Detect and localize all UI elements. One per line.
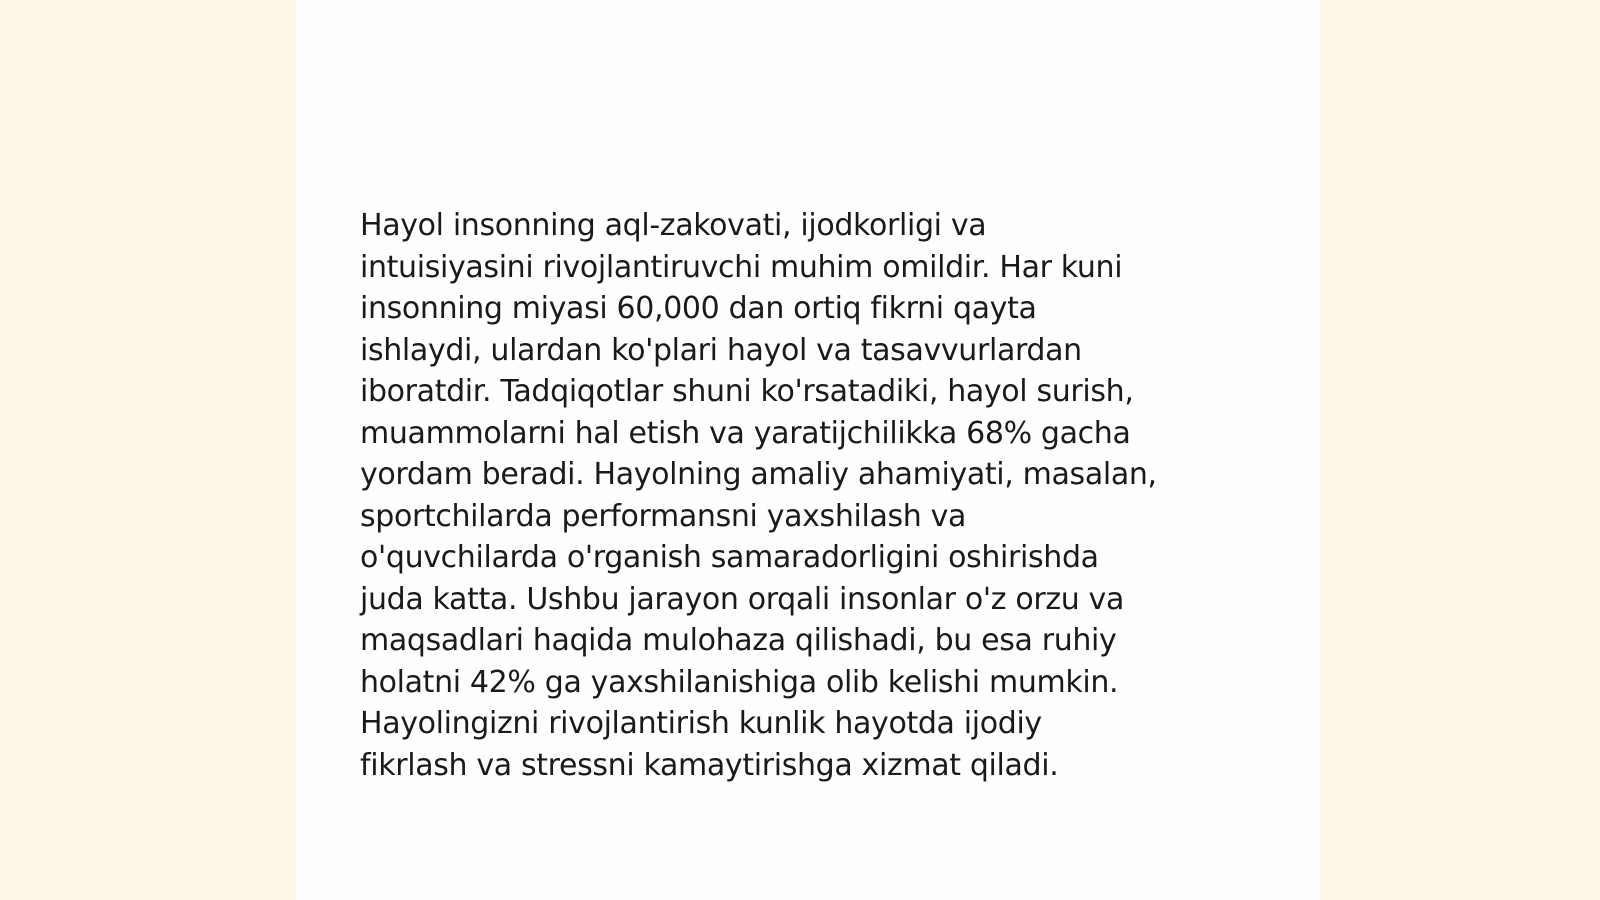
paragraph-line: ishlaydi, ulardan ko'plari hayol va tasavvurlardan — [360, 332, 1082, 368]
paragraph-line: maqsadlari haqida mulohaza qilishadi, bu esa ruhiy — [360, 623, 1117, 658]
paragraph-line: sportchilarda performansni yaxshilash va — [360, 498, 967, 534]
paragraph-line: juda katta. Ushbu jarayon orqali insonlar o'z orzu va — [360, 581, 1124, 617]
document-page — [296, 0, 1320, 900]
paragraph-line: yordam beradi. Hayolning amaliy ahamiyati, masalan, — [360, 457, 1157, 492]
paragraph-line: Hayolingizni rivojlantirish kunlik hayotda ijodiy — [360, 706, 1042, 741]
paragraph-line: intuisiyasini rivojlantiruvchi muhim omildir. Har kuni — [360, 249, 1123, 285]
paragraph-line: insonning miyasi 60,000 dan ortiq fikrni qayta — [360, 291, 1037, 326]
paragraph-line: fikrlash va stressni kamaytirishga xizmat qiladi. — [360, 747, 1059, 783]
paragraph-line: o'quvchilarda o'rganish samaradorligini oshirishda — [360, 540, 1099, 575]
paragraph-line: holatni 42% ga yaxshilanishiga olib kelishi mumkin. — [360, 664, 1119, 700]
paragraph-line: iboratdir. Tadqiqotlar shuni ko'rsatadiki, hayol surish, — [360, 374, 1134, 409]
paragraph-line: Hayol insonning aql-zakovati, ijodkorligi va — [360, 208, 987, 243]
body-paragraph — [360, 205, 1260, 786]
paragraph-line: muammolarni hal etish va yaratijchilikka 68% gacha — [360, 415, 1131, 451]
